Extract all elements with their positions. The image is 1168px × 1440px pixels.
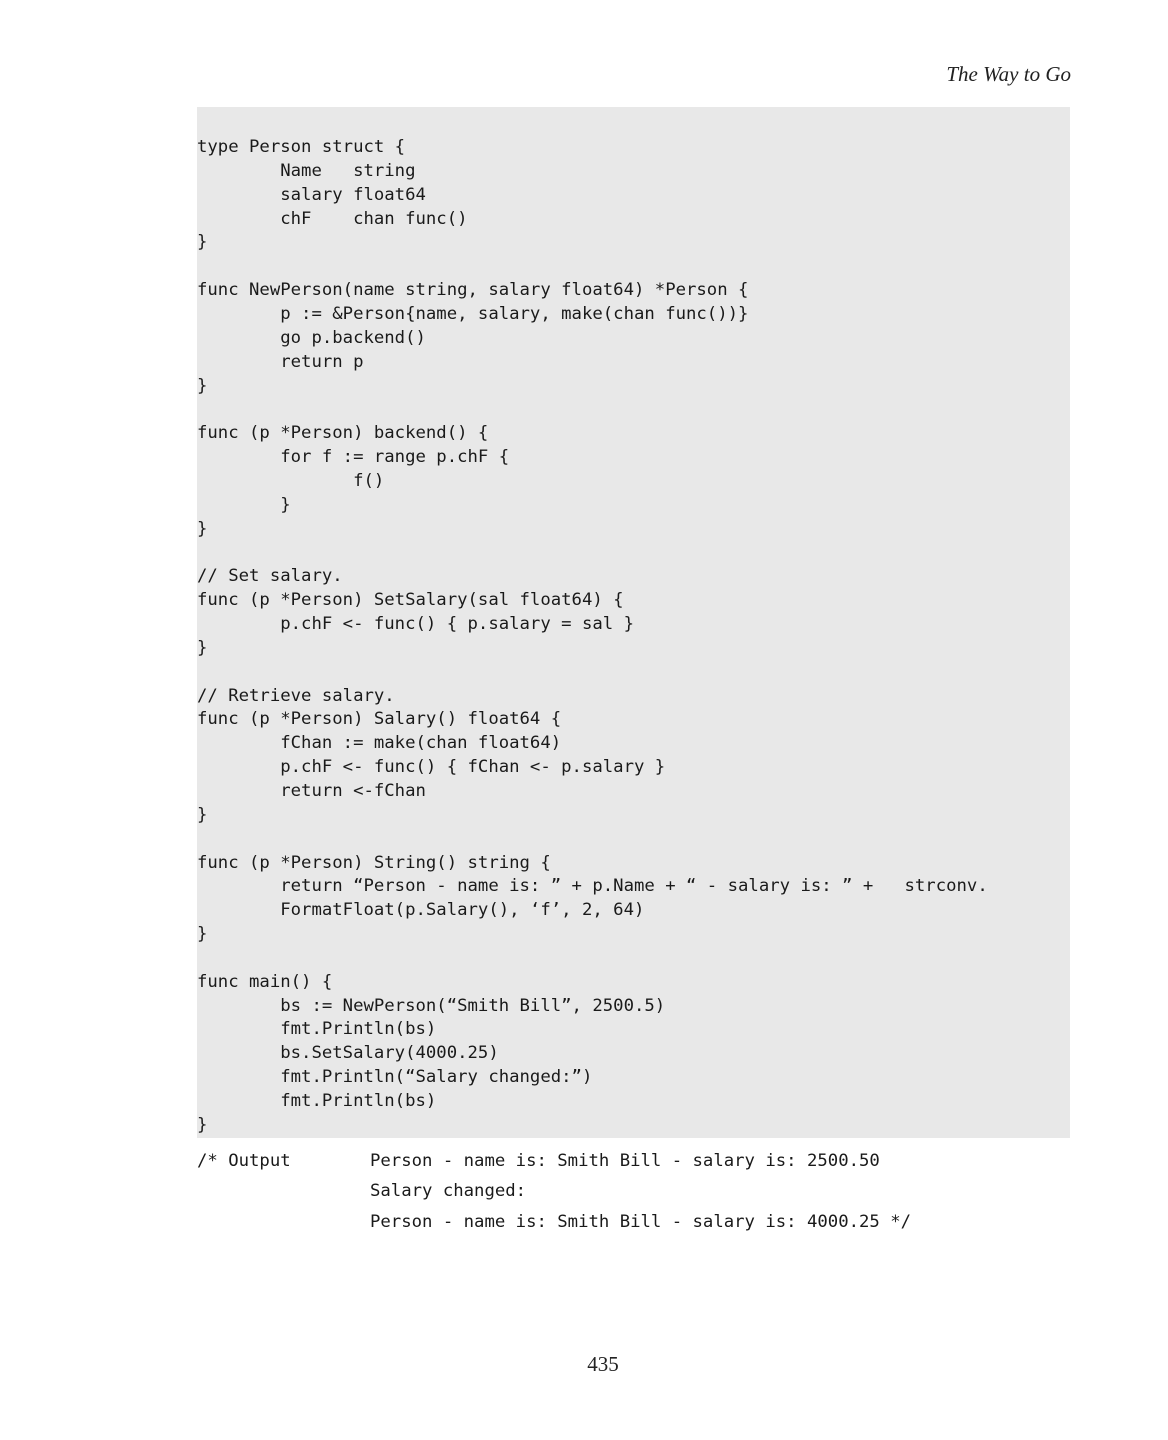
code-line: p := &Person{name, salary, make(chan func())} (197, 303, 749, 324)
output-line: Person - name is: Smith Bill - salary is: 2500.50 (370, 1151, 880, 1171)
code-line: } (197, 494, 291, 515)
code-line: fmt.Println(“Salary changed:”) (197, 1067, 593, 1088)
code-line: } (197, 804, 208, 825)
code-line: fChan := make(chan float64) (197, 733, 562, 754)
page-number: 435 (587, 1352, 619, 1376)
code-line: func main() { (197, 971, 333, 992)
code-line: } (197, 518, 208, 539)
code-line: func NewPerson(name string, salary float64) *Person { (197, 280, 749, 301)
code-line: f() (197, 470, 385, 491)
output-label: /* Output (197, 1151, 291, 1171)
code-line: } (197, 924, 208, 945)
code-line: return <-fChan (197, 780, 426, 801)
running-header: The Way to Go (946, 62, 1071, 86)
code-line: salary float64 (197, 184, 426, 205)
output-line: Person - name is: Smith Bill - salary is: 4000.25 */ (370, 1212, 912, 1232)
output-line: Salary changed: (370, 1181, 527, 1201)
code-line: } (197, 232, 208, 253)
code-line: return p (197, 351, 364, 372)
code-line: go p.backend() (197, 327, 426, 348)
code-line: func (p *Person) SetSalary(sal float64) { (197, 590, 624, 611)
code-line: fmt.Println(bs) (197, 1019, 437, 1040)
code-line: chF chan func() (197, 208, 468, 229)
code-line: p.chF <- func() { fChan <- p.salary } (197, 757, 666, 778)
code-line: // Retrieve salary. (197, 685, 395, 706)
code-line: fmt.Println(bs) (197, 1091, 437, 1111)
code-line: bs.SetSalary(4000.25) (197, 1043, 499, 1064)
code-line: type Person struct { (197, 137, 406, 157)
code-line: FormatFloat(p.Salary(), ‘f’, 2, 64) (197, 900, 645, 921)
code-line: return “Person - name is: ” + p.Name + “ - salary is: ” + strconv. (197, 876, 988, 897)
code-line: } (197, 375, 208, 396)
code-line: func (p *Person) String() string { (197, 852, 551, 873)
code-line: func (p *Person) backend() { (197, 423, 489, 444)
code-line: for f := range p.chF { (197, 447, 510, 468)
code-line: // Set salary. (197, 566, 343, 587)
code-line: bs := NewPerson(“Smith Bill”, 2500.5) (197, 995, 666, 1016)
code-line: } (197, 637, 208, 658)
code-line: } (197, 1114, 208, 1135)
code-line: p.chF <- func() { p.salary = sal } (197, 614, 634, 634)
code-line: func (p *Person) Salary() float64 { (197, 709, 562, 730)
code-line: Name string (197, 160, 416, 181)
